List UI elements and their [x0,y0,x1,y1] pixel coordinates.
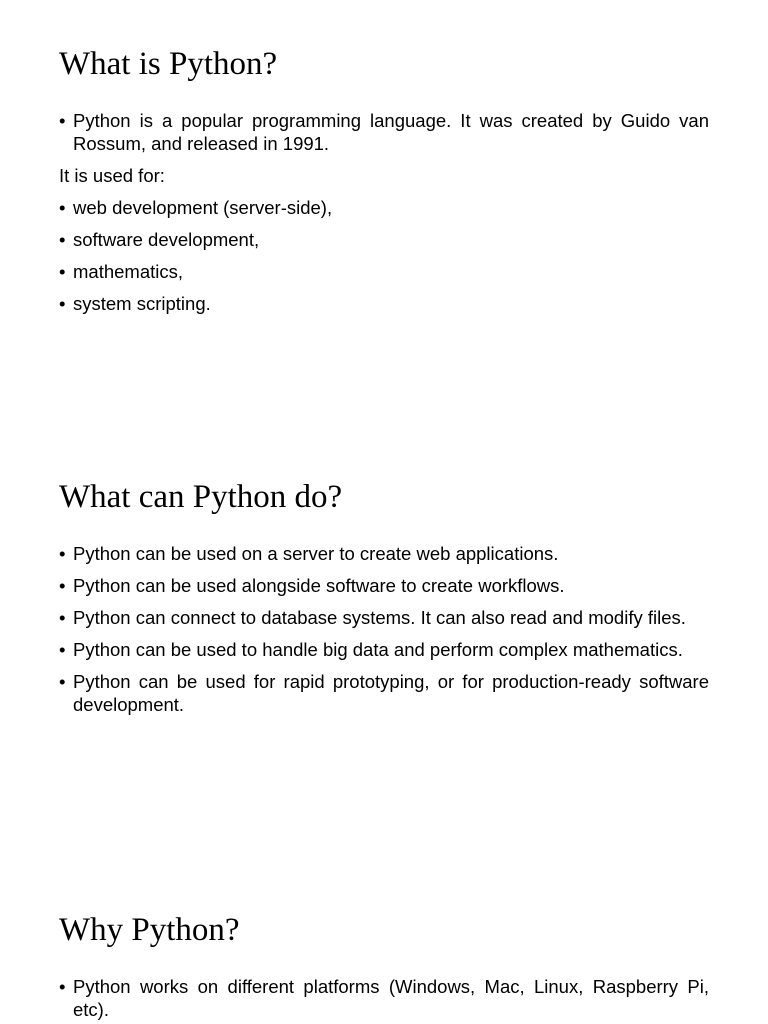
bullet-list [59,542,709,716]
bullet-icon: • [59,110,66,131]
section-title: Why Python? [59,912,240,948]
list-item-text: web development (server-side), [73,197,333,218]
bullet-icon: • [59,197,66,218]
bullet-icon: • [59,543,66,564]
list-item [59,670,709,716]
list-item [59,574,709,597]
bullet-icon: • [59,261,66,282]
list-item [59,292,709,315]
list-item-text: It is used for: [59,165,165,186]
section-what-can-python-do [59,481,709,716]
list-item-text: Python can be used on a server to create web applications. [73,543,559,564]
list-item-text: Python can be used alongside software to create workflows. [73,575,565,596]
bullet-list [59,975,709,1021]
list-item [59,109,709,155]
section-why-python [59,914,709,1021]
list-item-text: Python is a popular programming language. It was created by Guido van Rossum, and released in 1991. [73,110,709,154]
bullet-icon: • [59,575,66,596]
bullet-icon: • [59,607,66,628]
section-title: What can Python do? [59,479,343,515]
list-item-text: software development, [73,229,260,250]
list-item [59,260,709,283]
section-title: What is Python? [59,46,278,82]
list-item-text: Python can be used for rapid prototyping, or for production-ready software development. [73,671,709,715]
list-item [59,606,709,629]
list-item-text: Python can be used to handle big data and perform complex mathematics. [73,639,683,660]
list-item-text: mathematics, [73,261,184,282]
section-what-is-python [59,48,709,315]
list-item [59,196,709,219]
list-item-text: Python works on different platforms (Windows, Mac, Linux, Raspberry Pi, etc). [73,976,709,1020]
bullet-icon: • [59,639,66,660]
bullet-icon: • [59,671,66,692]
list-item [59,228,709,251]
bullet-icon: • [59,293,66,314]
bullet-icon: • [59,229,66,250]
list-item [59,542,709,565]
list-item [59,638,709,661]
bullet-icon: • [59,976,66,997]
list-item [59,164,709,187]
list-item-text: Python can connect to database systems. It can also read and modify files. [73,607,686,628]
list-item-text: system scripting. [73,293,211,314]
list-item [59,975,709,1021]
bullet-list [59,109,709,315]
